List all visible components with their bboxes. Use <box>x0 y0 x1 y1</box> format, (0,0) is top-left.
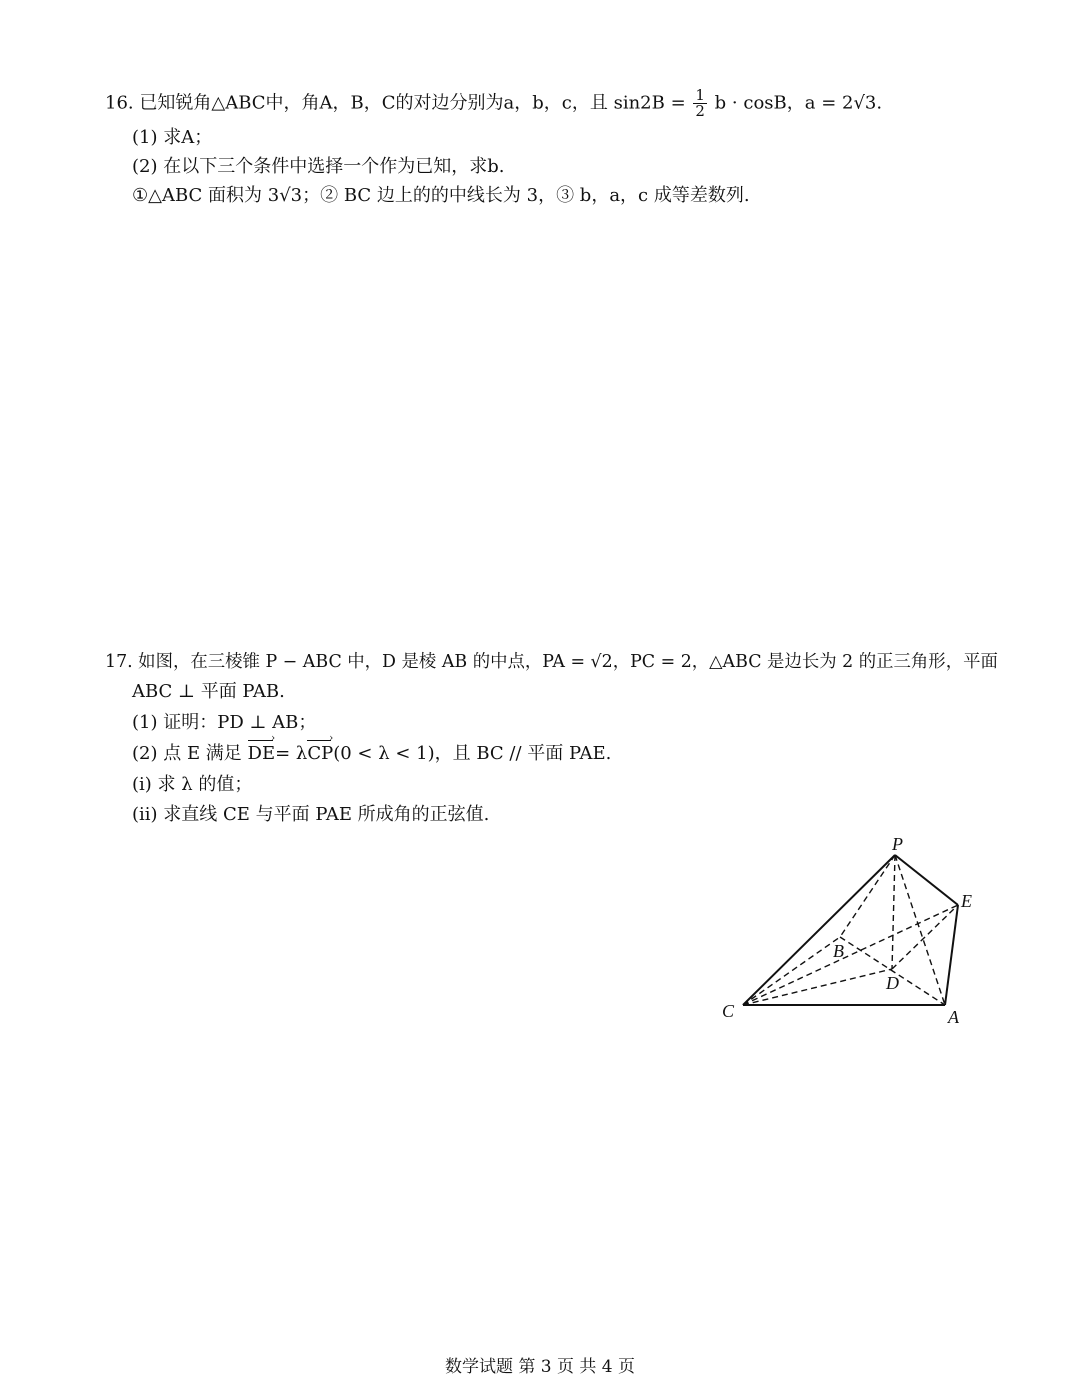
label-A: A <box>948 1007 959 1027</box>
edge-PA <box>895 855 945 1005</box>
edge-CE <box>743 905 958 1005</box>
q16-stem-part-b: b · cosB，a = 2√3. <box>714 92 883 114</box>
edge-DE <box>892 905 958 969</box>
q16-part1: (1) 求A； <box>132 127 213 148</box>
q17-part2-tail: (0 < λ < 1)，且 BC // 平面 PAE. <box>333 743 612 764</box>
edge-PE <box>895 855 958 905</box>
q16-stem-part-a: 16. 已知锐角△ABC中，角A，B，C的对边分别为a，b，c，且 sin2B = <box>105 92 686 114</box>
pyramid-figure <box>700 825 1000 1035</box>
vector-de: › DE <box>247 733 276 764</box>
edge-EA <box>945 905 958 1005</box>
q16-stem <box>105 88 882 119</box>
q16-frac-num: 1 <box>695 86 705 104</box>
q16-part2: (2) 在以下三个条件中选择一个作为已知，求b. <box>132 156 505 177</box>
vector-de-label: DE <box>247 743 276 764</box>
q17-part2 <box>132 733 612 766</box>
q17-part2-mid: = λ <box>275 743 308 764</box>
q17-part2-lead: (2) 点 E 满足 <box>132 743 242 764</box>
vector-cp-label: CP <box>307 743 334 764</box>
q16-frac-den: 2 <box>695 102 705 120</box>
edge-CB <box>743 937 840 1005</box>
edge-PC <box>743 855 895 1005</box>
q16-conditions: ①△ABC 面积为 3√3；② BC 边上的的中线长为 3，③ b，a，c 成等差数列. <box>132 185 750 206</box>
edge-PB <box>840 855 895 937</box>
label-D: D <box>886 973 899 993</box>
q17-part1: (1) 证明：PD ⊥ AB； <box>132 712 317 733</box>
edge-PD <box>892 855 895 969</box>
vector-cp: › CP <box>307 733 334 764</box>
label-P: P <box>892 834 903 854</box>
label-E: E <box>961 891 972 911</box>
label-C: C <box>722 1001 735 1021</box>
q17-part2-i: (i) 求 λ 的值； <box>132 774 253 795</box>
label-B: B <box>833 941 844 961</box>
edge-CD <box>743 969 892 1005</box>
q17-stem-line2: ABC ⊥ 平面 PAB. <box>132 681 285 702</box>
q16-fraction <box>693 88 707 119</box>
q17-stem-line1: 17. 如图，在三棱锥 P − ABC 中，D 是棱 AB 的中点，PA = √2，PC = 2，△ABC 是边长为 2 的正三角形，平面 <box>105 652 998 672</box>
page-footer: 数学试题 第 3 页 共 4 页 <box>444 1357 636 1377</box>
q17-part2-ii: (ii) 求直线 CE 与平面 PAE 所成角的正弦值. <box>132 804 490 825</box>
